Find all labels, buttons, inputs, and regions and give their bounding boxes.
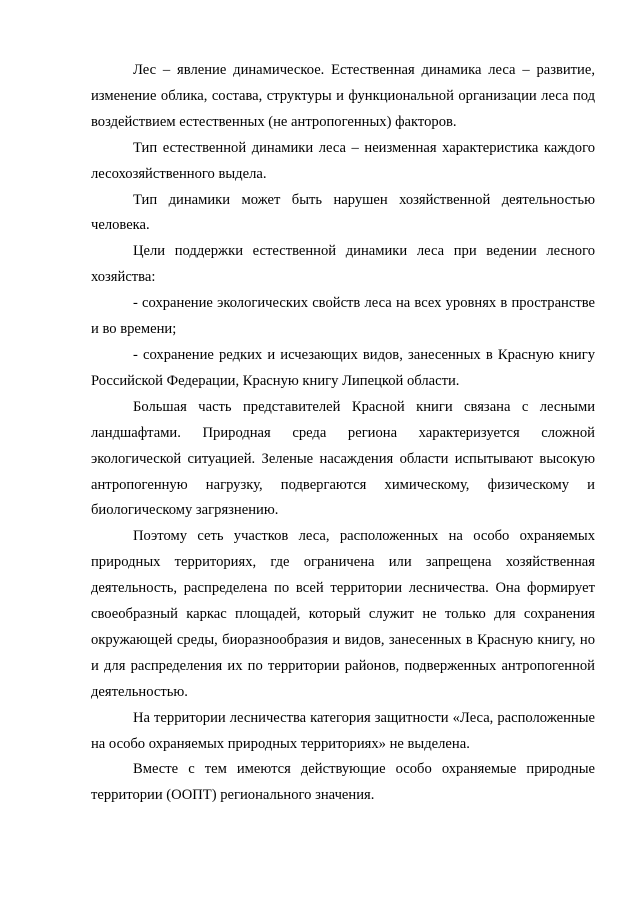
- document-body: [91, 58, 595, 809]
- paragraph-goals-intro: Цели поддержки естественной динамики леса при ведении лесного хозяйства:: [91, 243, 595, 286]
- paragraph-protection-category: На территории лесничества категория защитности «Леса, расположенные на особо охраняемых природных территориях» не выделена.: [91, 709, 595, 752]
- paragraph-dynamics-type: Тип естественной динамики леса – неизменная характеристика каждого лесохозяйственного выдела.: [91, 139, 595, 182]
- list-item-rare-species: - сохранение редких и исчезающих видов, занесенных в Красную книгу Российской Федерации, Красную книгу Липецкой области.: [91, 346, 595, 389]
- list-item-ecological-properties: - сохранение экологических свойств леса на всех уровнях в пространстве и во времени;: [91, 295, 595, 338]
- paragraph-dynamics-disruption: Тип динамики может быть нарушен хозяйственной деятельностью человека.: [91, 191, 595, 234]
- paragraph-red-book: Большая часть представителей Красной книги связана с лесными ландшафтами. Природная среда региона характеризуется сложной экологической ситуацией. Зеленые насаждения области испытывают высокую антропогенную нагрузку, подвергаются химическому, физическому и биологическому загрязнению.: [91, 398, 595, 519]
- paragraph-oopt: Вместе с тем имеются действующие особо охраняемые природные территории (ООПТ) регионального значения.: [91, 761, 595, 804]
- paragraph-forest-dynamics: Лес – явление динамическое. Естественная динамика леса – развитие, изменение облика, состава, структуры и функциональной организации леса под воздействием естественных (не антропогенных) факторов.: [91, 62, 595, 130]
- paragraph-protected-network: Поэтому сеть участков леса, расположенных на особо охраняемых природных территориях, где ограничена или запрещена хозяйственная деятельность, распределена по всей территории лесничества. Она формирует своеобразный каркас площадей, который служит не только для сохранения окружающей среды, биоразнообразия и видов, занесенных в Красную книгу, но и для распределения их по территории районов, подверженных антропогенной деятельностью.: [91, 528, 595, 700]
